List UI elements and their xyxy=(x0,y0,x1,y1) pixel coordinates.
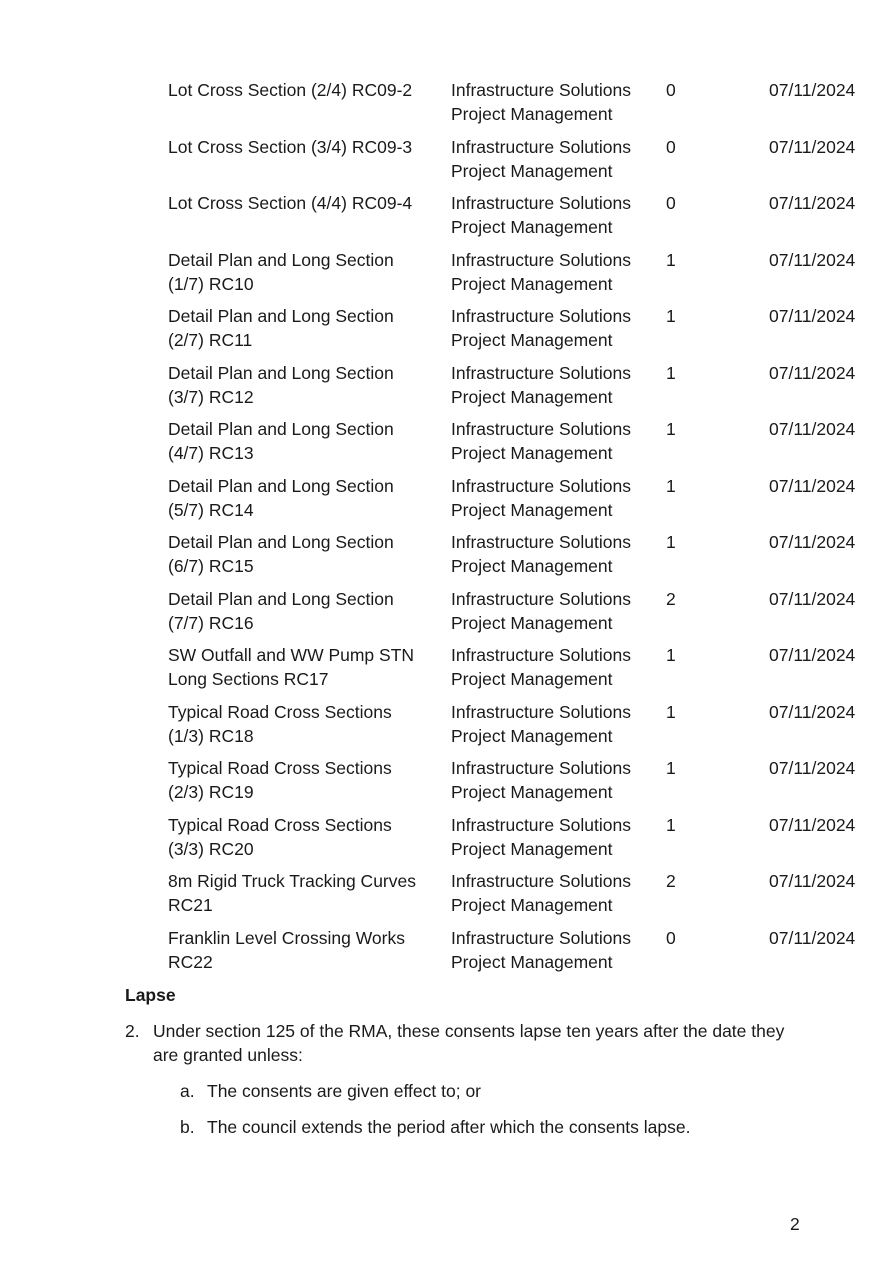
drawing-title-cell xyxy=(168,474,438,522)
drawing-title-line: (4/7) RC13 xyxy=(168,443,254,463)
author-cell xyxy=(451,135,651,183)
paragraph-text xyxy=(153,1019,833,1067)
drawing-title-line: Detail Plan and Long Section xyxy=(168,475,394,496)
drawing-title-line: Typical Road Cross Sections xyxy=(168,758,392,778)
revision-cell: 1 xyxy=(666,701,676,722)
drawing-title-cell xyxy=(168,643,438,691)
author-cell xyxy=(451,926,651,974)
author-line: Infrastructure Solutions xyxy=(451,701,631,722)
drawing-title-cell xyxy=(168,813,438,861)
revision-cell: 1 xyxy=(666,249,676,270)
author-line: Infrastructure Solutions xyxy=(451,758,631,778)
date-cell: 07/11/2024 xyxy=(769,758,856,778)
drawing-title-line: Typical Road Cross Sections xyxy=(168,701,392,722)
author-line: Project Management xyxy=(451,443,613,463)
revision-cell: 1 xyxy=(666,475,676,496)
author-cell xyxy=(451,587,651,635)
date-cell: 07/11/2024 xyxy=(769,645,856,665)
author-cell xyxy=(451,191,651,239)
author-line: Infrastructure Solutions xyxy=(451,419,631,439)
date-cell: 07/11/2024 xyxy=(769,419,856,439)
revision-cell: 1 xyxy=(666,645,676,665)
sub-item-text: The council extends the period after which the consents lapse. xyxy=(207,1117,691,1137)
drawing-title-line: Detail Plan and Long Section xyxy=(168,532,394,552)
author-line: Infrastructure Solutions xyxy=(451,362,631,383)
revision-cell: 1 xyxy=(666,419,676,439)
date-cell: 07/11/2024 xyxy=(769,306,856,326)
paragraph-line: are granted unless: xyxy=(153,1045,303,1065)
revision-cell: 1 xyxy=(666,758,676,778)
sub-item-text: The consents are given effect to; or xyxy=(207,1081,482,1101)
author-line: Infrastructure Solutions xyxy=(451,475,631,496)
author-line: Infrastructure Solutions xyxy=(451,193,631,213)
author-line: Project Management xyxy=(451,612,613,633)
author-cell xyxy=(451,700,651,748)
revision-cell: 0 xyxy=(666,193,676,213)
drawing-title-cell xyxy=(168,304,438,352)
drawing-title-line: (3/7) RC12 xyxy=(168,386,254,407)
drawing-title-cell xyxy=(168,587,438,635)
drawing-title-line: (7/7) RC16 xyxy=(168,612,254,633)
drawing-title-line: Franklin Level Crossing Works xyxy=(168,927,405,948)
drawing-title-cell xyxy=(168,700,438,748)
author-cell xyxy=(451,474,651,522)
paragraph-number: 2. xyxy=(125,1021,140,1041)
author-cell xyxy=(451,417,651,465)
author-line: Project Management xyxy=(451,330,613,350)
date-cell: 07/11/2024 xyxy=(769,193,856,213)
drawing-title-cell xyxy=(168,756,438,804)
drawing-title-line: Detail Plan and Long Section xyxy=(168,419,394,439)
author-cell xyxy=(451,248,651,296)
drawing-title-line: Detail Plan and Long Section xyxy=(168,362,394,383)
drawing-title-line: 8m Rigid Truck Tracking Curves xyxy=(168,871,416,891)
date-cell: 07/11/2024 xyxy=(769,80,856,100)
author-cell xyxy=(451,813,651,861)
drawing-title-cell xyxy=(168,530,438,578)
author-line: Project Management xyxy=(451,217,613,237)
author-line: Project Management xyxy=(451,160,613,181)
author-line: Project Management xyxy=(451,273,613,294)
sub-item-label: a. xyxy=(180,1081,195,1101)
drawing-title-line: (2/3) RC19 xyxy=(168,782,254,802)
author-line: Infrastructure Solutions xyxy=(451,814,631,835)
author-line: Project Management xyxy=(451,838,613,859)
drawing-title-line: (5/7) RC14 xyxy=(168,499,254,520)
date-cell: 07/11/2024 xyxy=(769,871,856,891)
author-cell xyxy=(451,869,651,917)
author-line: Infrastructure Solutions xyxy=(451,306,631,326)
author-line: Project Management xyxy=(451,669,613,689)
drawing-title-cell xyxy=(168,417,438,465)
author-cell xyxy=(451,643,651,691)
date-cell: 07/11/2024 xyxy=(769,814,856,835)
drawing-title-line: Long Sections RC17 xyxy=(168,669,329,689)
drawing-title-line: Detail Plan and Long Section xyxy=(168,249,394,270)
revision-cell: 1 xyxy=(666,306,676,326)
author-line: Infrastructure Solutions xyxy=(451,136,631,157)
author-line: Infrastructure Solutions xyxy=(451,80,631,100)
revision-cell: 0 xyxy=(666,927,676,948)
paragraph-line: Under section 125 of the RMA, these consents lapse ten years after the date they xyxy=(153,1021,785,1041)
page-number: 2 xyxy=(790,1214,800,1234)
author-line: Project Management xyxy=(451,782,613,802)
revision-cell: 2 xyxy=(666,871,676,891)
date-cell: 07/11/2024 xyxy=(769,136,856,157)
revision-cell: 0 xyxy=(666,136,676,157)
sub-item-label: b. xyxy=(180,1117,195,1137)
revision-cell: 2 xyxy=(666,588,676,609)
author-line: Project Management xyxy=(451,725,613,746)
author-cell xyxy=(451,78,651,126)
drawing-title-line: RC21 xyxy=(168,895,213,915)
author-cell xyxy=(451,361,651,409)
date-cell: 07/11/2024 xyxy=(769,362,856,383)
date-cell: 07/11/2024 xyxy=(769,532,856,552)
date-cell: 07/11/2024 xyxy=(769,475,856,496)
drawing-title-line: Typical Road Cross Sections xyxy=(168,814,392,835)
date-cell: 07/11/2024 xyxy=(769,249,856,270)
author-line: Infrastructure Solutions xyxy=(451,645,631,665)
author-line: Infrastructure Solutions xyxy=(451,249,631,270)
drawing-title-cell xyxy=(168,869,438,917)
drawing-title-line: (1/3) RC18 xyxy=(168,725,254,746)
drawing-title-line: (1/7) RC10 xyxy=(168,273,254,294)
drawing-title-cell xyxy=(168,248,438,296)
revision-cell: 0 xyxy=(666,80,676,100)
drawing-title-line: RC22 xyxy=(168,951,213,972)
drawing-title-line: Lot Cross Section (2/4) RC09-2 xyxy=(168,80,413,100)
drawing-title-line: Lot Cross Section (3/4) RC09-3 xyxy=(168,136,413,157)
author-cell xyxy=(451,304,651,352)
revision-cell: 1 xyxy=(666,814,676,835)
author-line: Project Management xyxy=(451,556,613,576)
drawing-title-line: SW Outfall and WW Pump STN xyxy=(168,645,415,665)
author-line: Infrastructure Solutions xyxy=(451,588,631,609)
author-cell xyxy=(451,756,651,804)
author-line: Infrastructure Solutions xyxy=(451,871,631,891)
date-cell: 07/11/2024 xyxy=(769,701,856,722)
revision-cell: 1 xyxy=(666,362,676,383)
author-line: Infrastructure Solutions xyxy=(451,927,631,948)
section-heading-lapse: Lapse xyxy=(125,985,176,1005)
drawing-title-cell xyxy=(168,135,438,159)
author-line: Project Management xyxy=(451,104,613,124)
author-line: Infrastructure Solutions xyxy=(451,532,631,552)
drawing-title-line: Detail Plan and Long Section xyxy=(168,306,394,326)
drawing-title-cell xyxy=(168,926,438,974)
author-line: Project Management xyxy=(451,499,613,520)
date-cell: 07/11/2024 xyxy=(769,588,856,609)
drawing-title-line: (2/7) RC11 xyxy=(168,330,253,350)
author-line: Project Management xyxy=(451,951,613,972)
date-cell: 07/11/2024 xyxy=(769,927,856,948)
drawing-title-line: Detail Plan and Long Section xyxy=(168,588,394,609)
drawing-title-cell xyxy=(168,191,438,215)
drawing-title-cell xyxy=(168,361,438,409)
author-cell xyxy=(451,530,651,578)
author-line: Project Management xyxy=(451,895,613,915)
drawing-title-cell xyxy=(168,78,438,102)
revision-cell: 1 xyxy=(666,532,676,552)
drawing-title-line: (3/3) RC20 xyxy=(168,838,254,859)
drawing-title-line: Lot Cross Section (4/4) RC09-4 xyxy=(168,193,413,213)
drawing-title-line: (6/7) RC15 xyxy=(168,556,254,576)
author-line: Project Management xyxy=(451,386,613,407)
